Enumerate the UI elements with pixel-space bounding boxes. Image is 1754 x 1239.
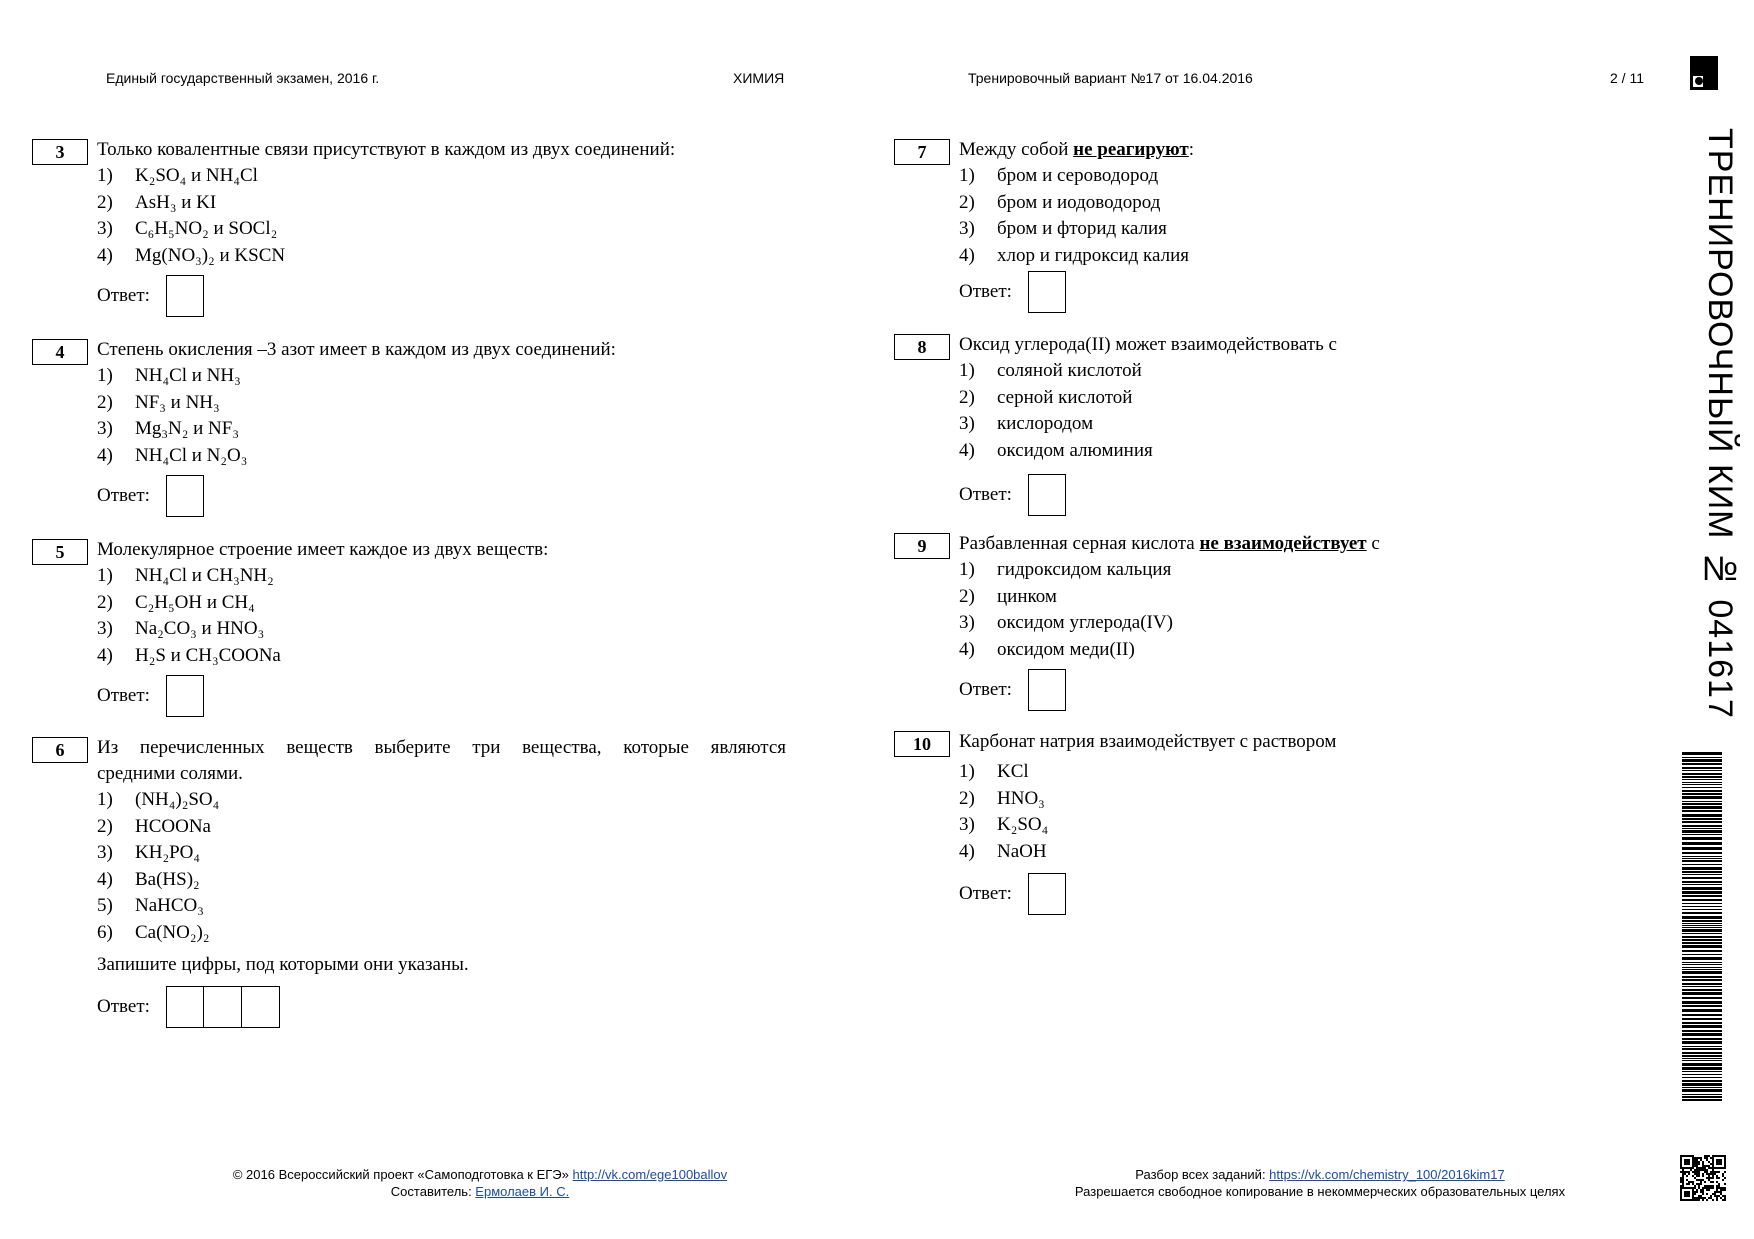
option: 2) цинком xyxy=(959,585,1057,607)
answer-label: Ответ: xyxy=(959,484,1012,505)
option: 3) Na₂CO₃ и HNO₃ xyxy=(97,618,265,639)
answer-box[interactable] xyxy=(1028,271,1066,313)
option: 3) KH₂PO₄ xyxy=(97,842,200,863)
option: 3) оксидом углерода(IV) xyxy=(959,612,1173,633)
option: 4) Mg(NO₃)₂ и KSCN xyxy=(97,244,286,266)
option: 1) (NH₄)₂SO₄ xyxy=(97,789,220,810)
footer-analysis-link[interactable]: https://vk.com/chemistry_100/2016kim17 xyxy=(1269,1167,1505,1182)
answer-box[interactable] xyxy=(1028,873,1066,915)
footer-license: Разрешается свободное копирование в некоммерческих образовательных целях xyxy=(1074,1184,1566,1199)
answer-box[interactable] xyxy=(1028,474,1066,516)
question-5 xyxy=(32,537,792,717)
option: 3) K₂SO₄ xyxy=(959,814,1049,835)
option: 4) NH₄Cl и N₂O₃ xyxy=(97,444,248,466)
option: 1) NH₄Cl и NH₃ xyxy=(97,365,241,386)
answer-box[interactable] xyxy=(166,275,204,317)
question-3 xyxy=(32,137,792,317)
answer-label: Ответ: xyxy=(97,285,150,306)
side-title: ТРЕНИРОВОЧНЫЙ КИМ № 041617 xyxy=(1701,128,1739,719)
question-number: 10 xyxy=(894,731,950,757)
answer-box[interactable] xyxy=(204,986,242,1028)
question-number: 7 xyxy=(894,139,950,165)
question-text-line2: средними солями. xyxy=(97,763,243,784)
question-10 xyxy=(894,729,1654,915)
option: 1) K₂SO₄ и NH₄Cl xyxy=(97,165,258,186)
option: 3) бром и фторид калия xyxy=(959,218,1167,239)
option: 3) C₆H₅NO₂ и SOCl₂ xyxy=(97,218,278,239)
question-number: 5 xyxy=(32,539,88,565)
option: 5) NaHCO₃ xyxy=(97,895,204,916)
answer-box[interactable] xyxy=(1028,669,1066,711)
footer-analysis-label: Разбор всех заданий: xyxy=(1135,1167,1270,1182)
option: 2) HCOONa xyxy=(97,815,211,837)
answer-box[interactable] xyxy=(166,475,204,517)
question-number: 6 xyxy=(32,737,88,763)
option: 4) Ba(HS)₂ xyxy=(97,868,200,890)
option: 2) C₂H₅OH и CH₄ xyxy=(97,591,255,613)
footer-author-label: Составитель: xyxy=(390,1184,476,1199)
option: 3) кислородом xyxy=(959,413,1094,434)
header-exam: Единый государственный экзамен, 2016 г. xyxy=(106,70,380,86)
answer-box[interactable] xyxy=(166,986,204,1028)
answer-box[interactable] xyxy=(166,675,204,717)
barcode-icon xyxy=(1682,752,1722,1102)
option: 4) NaOH xyxy=(959,840,1047,862)
qr-code-icon xyxy=(1680,1155,1726,1201)
option: 1) NH₄Cl и CH₃NH₂ xyxy=(97,565,274,586)
question-number: 9 xyxy=(894,533,950,559)
question-text: Разбавленная серная кислота не взаимодействует с xyxy=(959,533,1380,554)
option: 2) AsH₃ и KI xyxy=(97,191,217,213)
emphasis-text: не взаимодействует xyxy=(1199,533,1367,554)
question-9 xyxy=(894,531,1654,711)
option: 1) соляной кислотой xyxy=(959,360,1142,381)
question-6 xyxy=(32,735,786,1028)
question-7 xyxy=(894,137,1654,313)
header-page-number: 2 / 11 xyxy=(1610,70,1644,86)
header-variant: Тренировочный вариант №17 от 16.04.2016 xyxy=(968,70,1253,86)
question-8 xyxy=(894,332,1654,516)
footer-project-link[interactable]: http://vk.com/ege100ballov xyxy=(572,1167,728,1182)
option: 2) HNO₃ xyxy=(959,787,1045,809)
option: 2) бром и иодоводород xyxy=(959,191,1161,213)
header-subject: ХИМИЯ xyxy=(733,70,785,86)
option: 4) H₂S и CH₃COONa xyxy=(97,644,281,666)
question-text-line1: Из перечисленных веществ выберите три вещества, которые являются xyxy=(97,737,786,758)
exam-logo-icon xyxy=(1690,56,1718,90)
footer-copyright: © 2016 Всероссийский проект «Самоподготовка к ЕГЭ» xyxy=(232,1167,573,1182)
answer-label: Ответ: xyxy=(97,996,150,1017)
question-text: Только ковалентные связи присутствуют в каждом из двух соединений: xyxy=(97,139,676,160)
answer-box[interactable] xyxy=(242,986,280,1028)
answer-label: Ответ: xyxy=(97,685,150,706)
question-4 xyxy=(32,337,792,517)
instruction-text: Запишите цифры, под которыми они указаны. xyxy=(97,954,469,975)
option: 4) оксидом меди(II) xyxy=(959,638,1135,660)
option: 4) оксидом алюминия xyxy=(959,439,1153,461)
footer-right xyxy=(1010,1166,1630,1200)
question-text: Между собой не реагируют: xyxy=(959,139,1195,160)
question-text: Молекулярное строение имеет каждое из двух веществ: xyxy=(97,539,549,560)
option: 1) гидроксидом кальция xyxy=(959,559,1172,580)
option: 6) Ca(NO₂)₂ xyxy=(97,921,210,943)
footer-left xyxy=(150,1166,810,1200)
question-number: 3 xyxy=(32,139,88,165)
footer-author-link[interactable]: Ермолаев И. С. xyxy=(475,1184,570,1199)
question-text: Оксид углерода(II) может взаимодействовать с xyxy=(959,334,1337,355)
answer-label: Ответ: xyxy=(97,485,150,506)
question-text: Степень окисления –3 азот имеет в каждом из двух соединений: xyxy=(97,339,616,360)
answer-label: Ответ: xyxy=(959,679,1012,700)
question-number: 4 xyxy=(32,339,88,365)
question-number: 8 xyxy=(894,334,950,360)
option: 4) хлор и гидроксид калия xyxy=(959,244,1189,266)
option: 1) KCl xyxy=(959,761,1029,782)
option: 2) NF₃ и NH₃ xyxy=(97,391,220,413)
answer-label: Ответ: xyxy=(959,883,1012,904)
emphasis-text: не реагируют xyxy=(1073,139,1189,160)
option: 2) серной кислотой xyxy=(959,386,1133,408)
option: 3) Mg₃N₂ и NF₃ xyxy=(97,418,239,439)
question-text: Карбонат натрия взаимодействует с раствором xyxy=(959,731,1337,752)
option: 1) бром и сероводород xyxy=(959,165,1159,186)
answer-label: Ответ: xyxy=(959,281,1012,302)
